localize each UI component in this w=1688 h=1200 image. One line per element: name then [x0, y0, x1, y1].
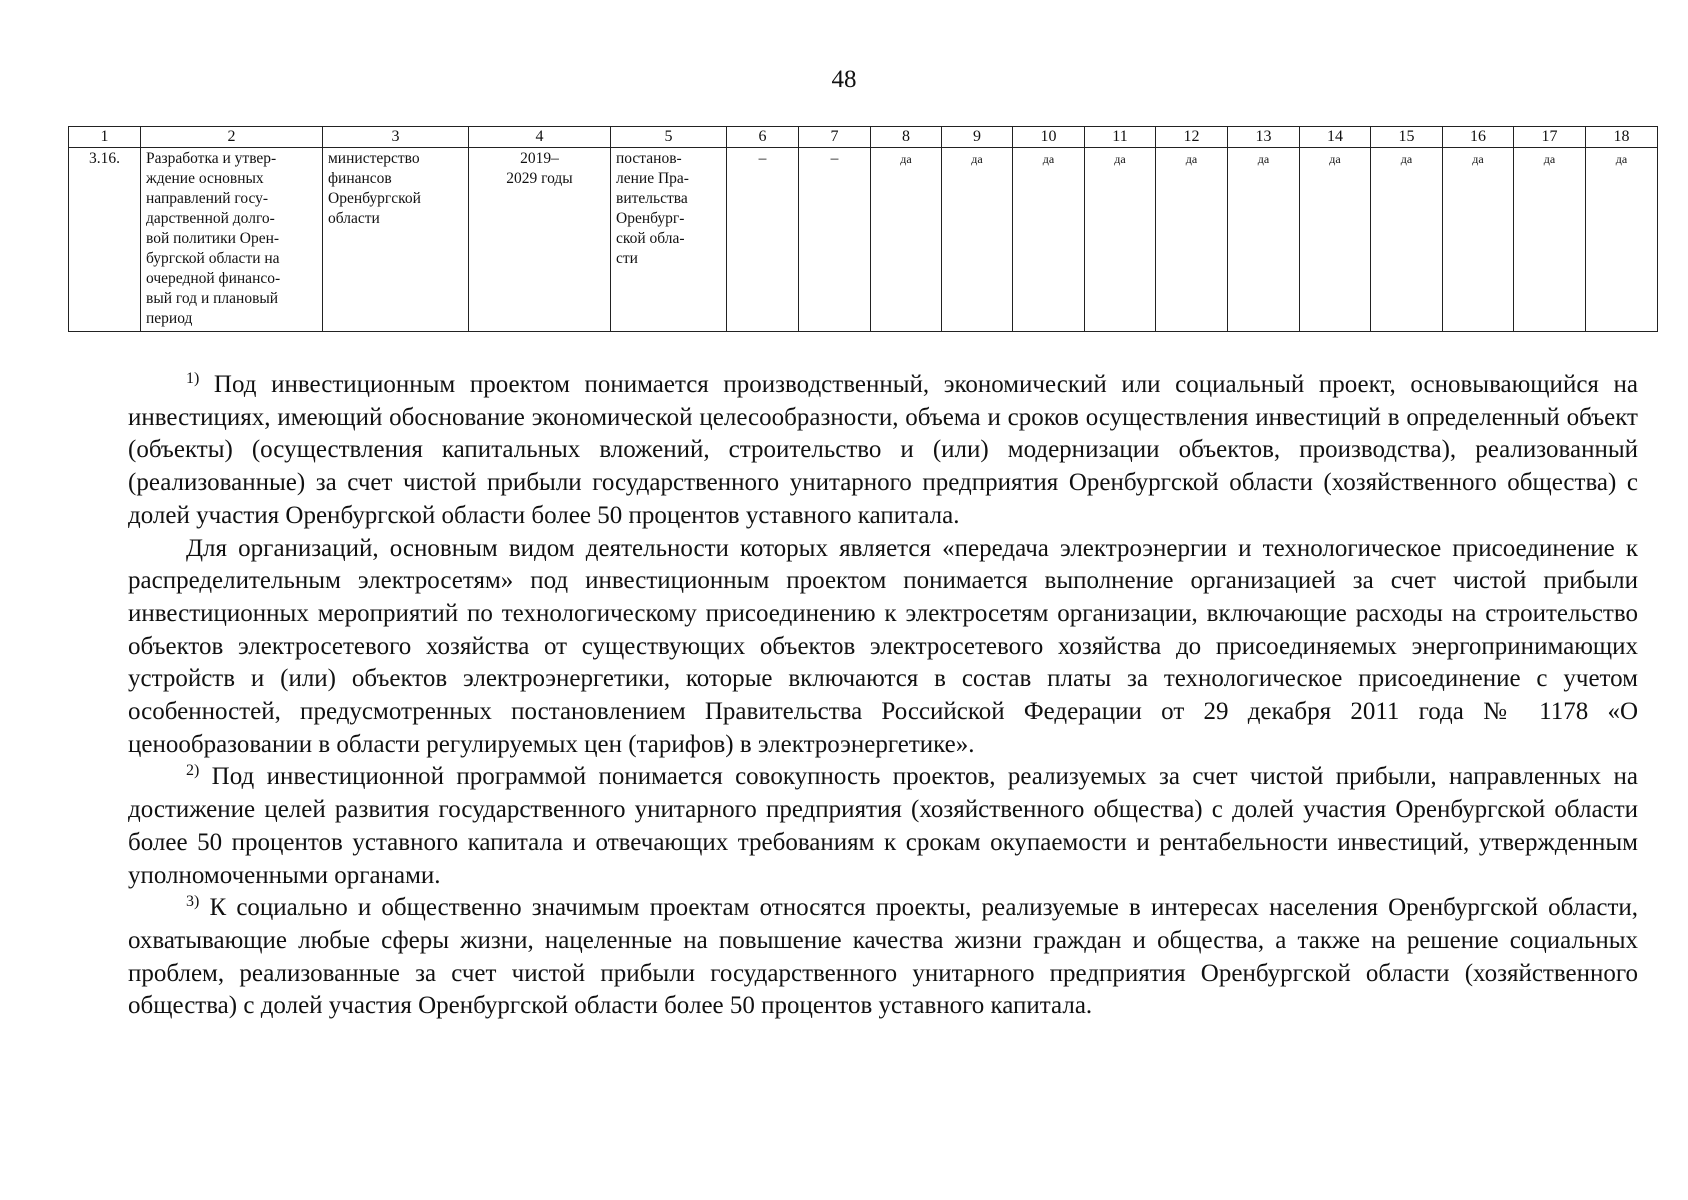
footnote-1: [128, 369, 1638, 533]
value-cell: да: [1443, 148, 1514, 332]
table-header-row: [69, 127, 1658, 148]
column-header: 10: [1013, 127, 1085, 148]
measures-table: [68, 126, 1658, 332]
column-header: 2: [141, 127, 323, 148]
document-cell: постанов- ление Пра- вительства Оренбург- ской обла- сти: [611, 148, 727, 332]
value-cell: да: [1085, 148, 1156, 332]
value-cell: да: [1156, 148, 1228, 332]
row-number-cell: 3.16.: [69, 148, 141, 332]
page-number: 48: [831, 66, 857, 93]
footnote-text: Для организаций, основным видом деятельности которых является «передача электроэнергии и технологическое присоединение к распределительным электросетям» под инвестиционным проектом понимается выполнение организацией за счет чистой прибыли инвестиционных мероприятий по технологическому присоединению к электросетям организации, включающие расходы на строительство объектов электросетевого хозяйства от существующих объектов электросетевого хозяйства до присоединяемых энергопринимающих устройств и (или) объектов электроэнергетики, которые включаются в состав платы за технологическое присоединение с учетом особенностей, предусмотренных постановлением Правительства Российской Федерации от 29 декабря 2011 года № 1178 «О ценообразовании в области регулируемых цен (тарифов) в электроэнергетике».: [128, 534, 1638, 758]
column-header: 13: [1228, 127, 1300, 148]
column-header: 4: [469, 127, 611, 148]
column-header: 11: [1085, 127, 1156, 148]
value-cell: да: [871, 148, 942, 332]
footnote-paragraph: [128, 533, 1638, 762]
column-header: 1: [69, 127, 141, 148]
column-header: 8: [871, 127, 942, 148]
period-cell: 2019– 2029 годы: [469, 148, 611, 332]
column-header: 15: [1371, 127, 1443, 148]
column-header: 5: [611, 127, 727, 148]
executor-cell: министерство финансов Оренбургской области: [323, 148, 469, 332]
footnote-mark: 2): [186, 762, 200, 780]
value-cell: –: [799, 148, 871, 332]
footnotes: [128, 369, 1638, 1023]
footnote-2: [128, 761, 1638, 892]
column-header: 18: [1586, 127, 1658, 148]
column-header: 9: [942, 127, 1013, 148]
column-header: 6: [727, 127, 799, 148]
value-cell: да: [1013, 148, 1085, 332]
footnote-text: К социально и общественно значимым проектам относятся проекты, реализуемые в интересах населения Оренбургской области, охватывающие любые сферы жизни, нацеленные на повышение качества жизни граждан и общества, а также на решение социальных проблем, реализованные за счет чистой прибыли государственного унитарного предприятия Оренбургской области (хозяйственного общества) с долей участия Оренбургской области более 50 процентов уставного капитала.: [128, 894, 1638, 1020]
value-cell: да: [1371, 148, 1443, 332]
footnote-mark: 3): [186, 893, 200, 911]
measure-name-cell: Разработка и утвер- ждение основных направлений госу- дарственной долго- вой политики Орен- бургской области на очередной финансо- вый год и плановый период: [141, 148, 323, 332]
value-cell: да: [1300, 148, 1371, 332]
column-header: 3: [323, 127, 469, 148]
footnote-text: Под инвестиционной программой понимается совокупность проектов, реализуемых за счет чистой прибыли, направленных на достижение целей развития государственного унитарного предприятия (хозяйственного общества) с долей участия Оренбургской области более 50 процентов уставного капитала и отвечающих требованиям к срокам окупаемости и рентабельности инвестиций, утвержденным уполномоченными органами.: [128, 763, 1638, 889]
value-cell: да: [942, 148, 1013, 332]
footnote-text: Под инвестиционным проектом понимается производственный, экономический или социальный проект, основывающийся на инвестициях, имеющий обоснование экономической целесообразности, объема и сроков осуществления инвестиций в определенный объект (объекты) (осуществления капитальных вложений, строительство и (или) модернизации объектов, производства), реализованный (реализованные) за счет чистой прибыли государственного унитарного предприятия Оренбургской области (хозяйственного общества) с долей участия Оренбургской области более 50 процентов уставного капитала.: [128, 371, 1638, 529]
column-header: 12: [1156, 127, 1228, 148]
value-cell: –: [727, 148, 799, 332]
column-header: 14: [1300, 127, 1371, 148]
value-cell: да: [1228, 148, 1300, 332]
footnote-mark: 1): [186, 370, 200, 387]
column-header: 7: [799, 127, 871, 148]
table-row: [69, 148, 1658, 332]
value-cell: да: [1514, 148, 1586, 332]
footnote-3: [128, 892, 1638, 1023]
column-header: 16: [1443, 127, 1514, 148]
value-cell: да: [1586, 148, 1658, 332]
column-header: 17: [1514, 127, 1586, 148]
